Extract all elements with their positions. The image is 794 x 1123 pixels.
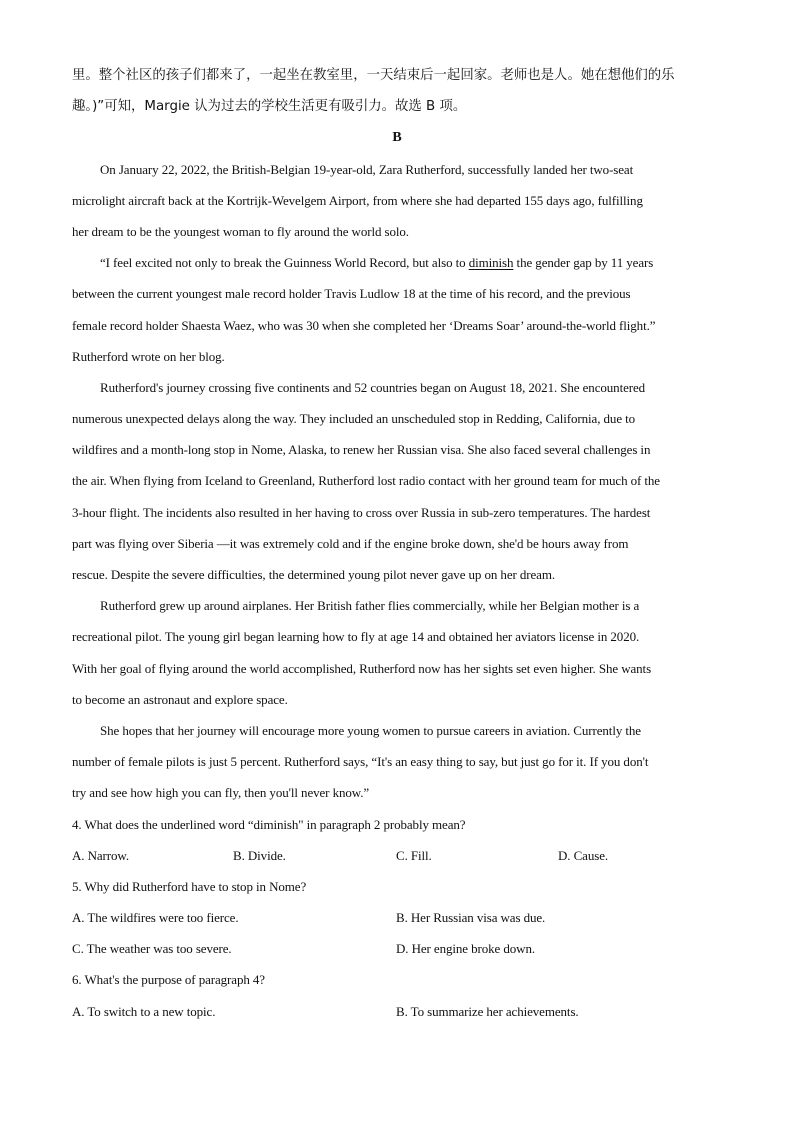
text-line: try and see how high you can fly, then you'll never know.”	[72, 785, 370, 801]
text-line: Rutherford wrote on her blog.	[72, 348, 225, 364]
section-title: B	[392, 130, 402, 146]
option-c: C. Fill.	[396, 847, 432, 863]
paragraph-5	[72, 715, 722, 809]
underlined-word: diminish	[468, 255, 514, 271]
explanation-line: 趣。)”可知，Margie 认为过去的学校生活更有吸引力。故选 B 项。	[72, 99, 467, 115]
text-line: numerous unexpected delays along the way. They included an unscheduled stop in Redding, California, due to	[72, 411, 636, 427]
question-4	[72, 809, 722, 871]
text-line: Rutherford's journey crossing five continents and 52 countries began on August 18, 2021. She encountered	[100, 379, 646, 395]
options-row	[72, 996, 722, 1027]
question-stem: 5. Why did Rutherford have to stop in Nome?	[72, 878, 307, 894]
text-line: the air. When flying from Iceland to Greenland, Rutherford lost radio contact with her ground team for much of the	[72, 473, 660, 489]
text-line: her dream to be the youngest woman to fly around the world solo.	[72, 223, 409, 239]
explanation-line: 里。整个社区的孩子们都来了，一起坐在教室里，一天结束后一起回家。老师也是人。她在想他们的乐	[72, 68, 675, 83]
text-line: 3-hour flight. The incidents also resulted in her having to cross over Russia in sub-zero temperatures. The hardest	[72, 504, 651, 520]
text-line: number of female pilots is just 5 percent. Rutherford says, “It's an easy thing to say, but just go for it. If you don't	[72, 754, 649, 770]
options-row	[72, 933, 722, 964]
paragraph-1	[72, 154, 722, 248]
question-stem: 4. What does the underlined word “diminish" in paragraph 2 probably mean?	[72, 816, 466, 832]
options-row	[72, 840, 722, 871]
text-line: female record holder Shaesta Waez, who was 30 when she completed her ‘Dreams Soar’ around-the-world flight.”	[72, 317, 656, 333]
options-row	[72, 902, 722, 933]
text-line: between the current youngest male record holder Travis Ludlow 18 at the time of his record, and the previous	[72, 286, 631, 302]
text-line: She hopes that her journey will encourage more young women to pursue careers in aviation. Currently the	[100, 722, 641, 738]
text-line: Rutherford grew up around airplanes. Her British father flies commercially, while her Belgian mother is a	[100, 598, 640, 614]
question-6	[72, 964, 722, 1026]
option-d: D. Her engine broke down.	[396, 941, 536, 957]
option-a: A. The wildfires were too fierce.	[72, 910, 239, 926]
option-a: A. Narrow.	[72, 847, 129, 863]
text-line: wildfires and a month-long stop in Nome, Alaska, to renew her Russian visa. She also faced several challenges in	[72, 442, 651, 458]
text-line: rescue. Despite the severe difficulties, the determined young pilot never gave up on her dream.	[72, 567, 556, 582]
paragraph-4	[72, 590, 722, 715]
text-line: recreational pilot. The young girl began learning how to fly at age 14 and obtained her aviators license in 2020.	[72, 629, 640, 645]
option-a: A. To switch to a new topic.	[72, 1003, 216, 1019]
text-line: With her goal of flying around the world accomplished, Rutherford now has her sights set even higher. She wants	[72, 660, 652, 676]
text-segment: the gender gap by 11 years	[513, 255, 654, 271]
option-b: B. To summarize her achievements.	[396, 1003, 579, 1019]
paragraph-2	[72, 247, 722, 372]
question-5	[72, 871, 722, 965]
paragraph-3	[72, 372, 722, 590]
option-b: B. Divide.	[233, 847, 286, 863]
text-line: to become an astronaut and explore space.	[72, 691, 288, 707]
option-b: B. Her Russian visa was due.	[396, 910, 546, 926]
option-d: D. Cause.	[558, 847, 609, 863]
question-stem: 6. What's the purpose of paragraph 4?	[72, 972, 265, 988]
text-segment: “I feel excited not only to break the Guinness World Record, but also to	[100, 255, 469, 271]
text-line	[72, 247, 722, 278]
text-line: part was flying over Siberia —it was extremely cold and if the engine broke down, she'd be hours away from	[72, 535, 629, 551]
document-page	[72, 60, 722, 1027]
previous-explanation	[72, 60, 722, 122]
text-line: microlight aircraft back at the Kortrijk-Wevelgem Airport, from where she had departed 155 days ago, fulfilling	[72, 192, 643, 208]
text-line: On January 22, 2022, the British-Belgian 19-year-old, Zara Rutherford, successfully landed her two-seat	[100, 161, 634, 177]
option-c: C. The weather was too severe.	[72, 941, 232, 957]
